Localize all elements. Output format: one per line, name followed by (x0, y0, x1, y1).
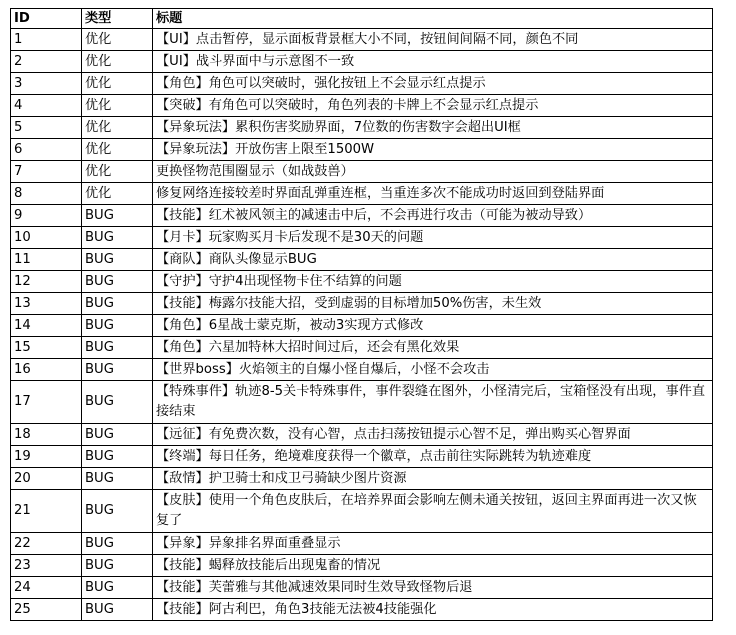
cell-id: 12 (11, 271, 82, 293)
cell-id: 4 (11, 95, 82, 117)
cell-id: 17 (11, 381, 82, 424)
cell-title: 【世界boss】火焰领主的自爆小怪自爆后，小怪不会攻击 (153, 359, 713, 381)
cell-id: 3 (11, 73, 82, 95)
table-row (11, 555, 713, 577)
table-row (11, 249, 713, 271)
cell-title: 更换怪物范围圈显示（如战鼓兽） (153, 161, 713, 183)
cell-title: 修复网络连接较差时界面乱弹重连框，当重连多次不能成功时返回到登陆界面 (153, 183, 713, 205)
cell-id: 14 (11, 315, 82, 337)
header-type: 类型 (82, 9, 153, 29)
table-row (11, 95, 713, 117)
cell-type: BUG (82, 577, 153, 599)
cell-id: 21 (11, 490, 82, 533)
table-row (11, 468, 713, 490)
cell-type: BUG (82, 555, 153, 577)
table-row (11, 577, 713, 599)
table-row (11, 205, 713, 227)
cell-type: BUG (82, 424, 153, 446)
table-row (11, 446, 713, 468)
cell-type: BUG (82, 359, 153, 381)
table-row (11, 424, 713, 446)
cell-type: BUG (82, 337, 153, 359)
table-header-row (11, 9, 713, 29)
table-row (11, 183, 713, 205)
cell-id: 25 (11, 599, 82, 621)
cell-title: 【异象玩法】累积伤害奖励界面，7位数的伤害数字会超出UI框 (153, 117, 713, 139)
table-row (11, 139, 713, 161)
header-title: 标题 (153, 9, 713, 29)
cell-id: 13 (11, 293, 82, 315)
cell-type: 优化 (82, 117, 153, 139)
cell-type: BUG (82, 490, 153, 533)
cell-id: 19 (11, 446, 82, 468)
cell-id: 15 (11, 337, 82, 359)
table-row (11, 337, 713, 359)
cell-title: 【角色】六星加特林大招时间过后，还会有黑化效果 (153, 337, 713, 359)
table-row (11, 533, 713, 555)
cell-type: BUG (82, 293, 153, 315)
cell-id: 22 (11, 533, 82, 555)
table-row (11, 599, 713, 621)
cell-type: BUG (82, 205, 153, 227)
cell-id: 1 (11, 29, 82, 51)
cell-type: BUG (82, 271, 153, 293)
cell-id: 20 (11, 468, 82, 490)
table-row (11, 315, 713, 337)
table-row (11, 51, 713, 73)
cell-type: 优化 (82, 161, 153, 183)
cell-id: 6 (11, 139, 82, 161)
cell-type: 优化 (82, 139, 153, 161)
cell-type: BUG (82, 249, 153, 271)
cell-id: 5 (11, 117, 82, 139)
cell-id: 23 (11, 555, 82, 577)
cell-title: 【守护】守护4出现怪物卡住不结算的问题 (153, 271, 713, 293)
cell-id: 11 (11, 249, 82, 271)
cell-type: 优化 (82, 51, 153, 73)
cell-title: 【敌情】护卫骑士和戍卫弓骑缺少图片资源 (153, 468, 713, 490)
issue-table (10, 8, 713, 621)
cell-type: BUG (82, 468, 153, 490)
header-id: ID (11, 9, 82, 29)
table-row (11, 293, 713, 315)
cell-title: 【特殊事件】轨迹8-5关卡特殊事件，事件裂缝在图外，小怪清完后，宝箱怪没有出现，事件直接结束 (153, 381, 713, 424)
cell-title: 【终端】每日任务，绝境难度获得一个徽章，点击前往实际跳转为轨迹难度 (153, 446, 713, 468)
table-row (11, 227, 713, 249)
cell-title: 【皮肤】使用一个角色皮肤后，在培养界面会影响左侧未通关按钮，返回主界面再进一次又恢复了 (153, 490, 713, 533)
table-row (11, 271, 713, 293)
cell-type: BUG (82, 599, 153, 621)
cell-id: 16 (11, 359, 82, 381)
cell-type: BUG (82, 315, 153, 337)
table-row (11, 117, 713, 139)
cell-title: 【UI】战斗界面中与示意图不一致 (153, 51, 713, 73)
cell-type: 优化 (82, 29, 153, 51)
cell-title: 【异象】异象排名界面重叠显示 (153, 533, 713, 555)
cell-title: 【技能】蝎释放技能后出现鬼畜的情况 (153, 555, 713, 577)
cell-id: 9 (11, 205, 82, 227)
cell-id: 24 (11, 577, 82, 599)
cell-type: BUG (82, 227, 153, 249)
cell-title: 【技能】芙蕾雅与其他减速效果同时生效导致怪物后退 (153, 577, 713, 599)
cell-type: BUG (82, 446, 153, 468)
cell-title: 【突破】有角色可以突破时，角色列表的卡牌上不会显示红点提示 (153, 95, 713, 117)
cell-title: 【UI】点击暂停，显示面板背景框大小不同，按钮间间隔不同，颜色不同 (153, 29, 713, 51)
cell-title: 【技能】阿古利巴，角色3技能无法被4技能强化 (153, 599, 713, 621)
cell-id: 2 (11, 51, 82, 73)
cell-type: BUG (82, 533, 153, 555)
cell-title: 【技能】梅露尔技能大招，受到虚弱的目标增加50%伤害，未生效 (153, 293, 713, 315)
cell-title: 【月卡】玩家购买月卡后发现不是30天的问题 (153, 227, 713, 249)
cell-type: 优化 (82, 95, 153, 117)
cell-type: BUG (82, 381, 153, 424)
table-row (11, 359, 713, 381)
cell-id: 8 (11, 183, 82, 205)
cell-title: 【商队】商队头像显示BUG (153, 249, 713, 271)
cell-title: 【远征】有免费次数，没有心智，点击扫荡按钮提示心智不足，弹出购买心智界面 (153, 424, 713, 446)
cell-id: 10 (11, 227, 82, 249)
cell-title: 【角色】角色可以突破时，强化按钮上不会显示红点提示 (153, 73, 713, 95)
cell-title: 【技能】红术被风领主的减速击中后，不会再进行攻击（可能为被动导致） (153, 205, 713, 227)
cell-id: 7 (11, 161, 82, 183)
cell-title: 【角色】6星战士蒙克斯，被动3实现方式修改 (153, 315, 713, 337)
table-row (11, 490, 713, 533)
cell-title: 【异象玩法】开放伤害上限至1500W (153, 139, 713, 161)
cell-id: 18 (11, 424, 82, 446)
cell-type: 优化 (82, 73, 153, 95)
cell-type: 优化 (82, 183, 153, 205)
table-row (11, 73, 713, 95)
table-row (11, 161, 713, 183)
table-row (11, 29, 713, 51)
table-row (11, 381, 713, 424)
